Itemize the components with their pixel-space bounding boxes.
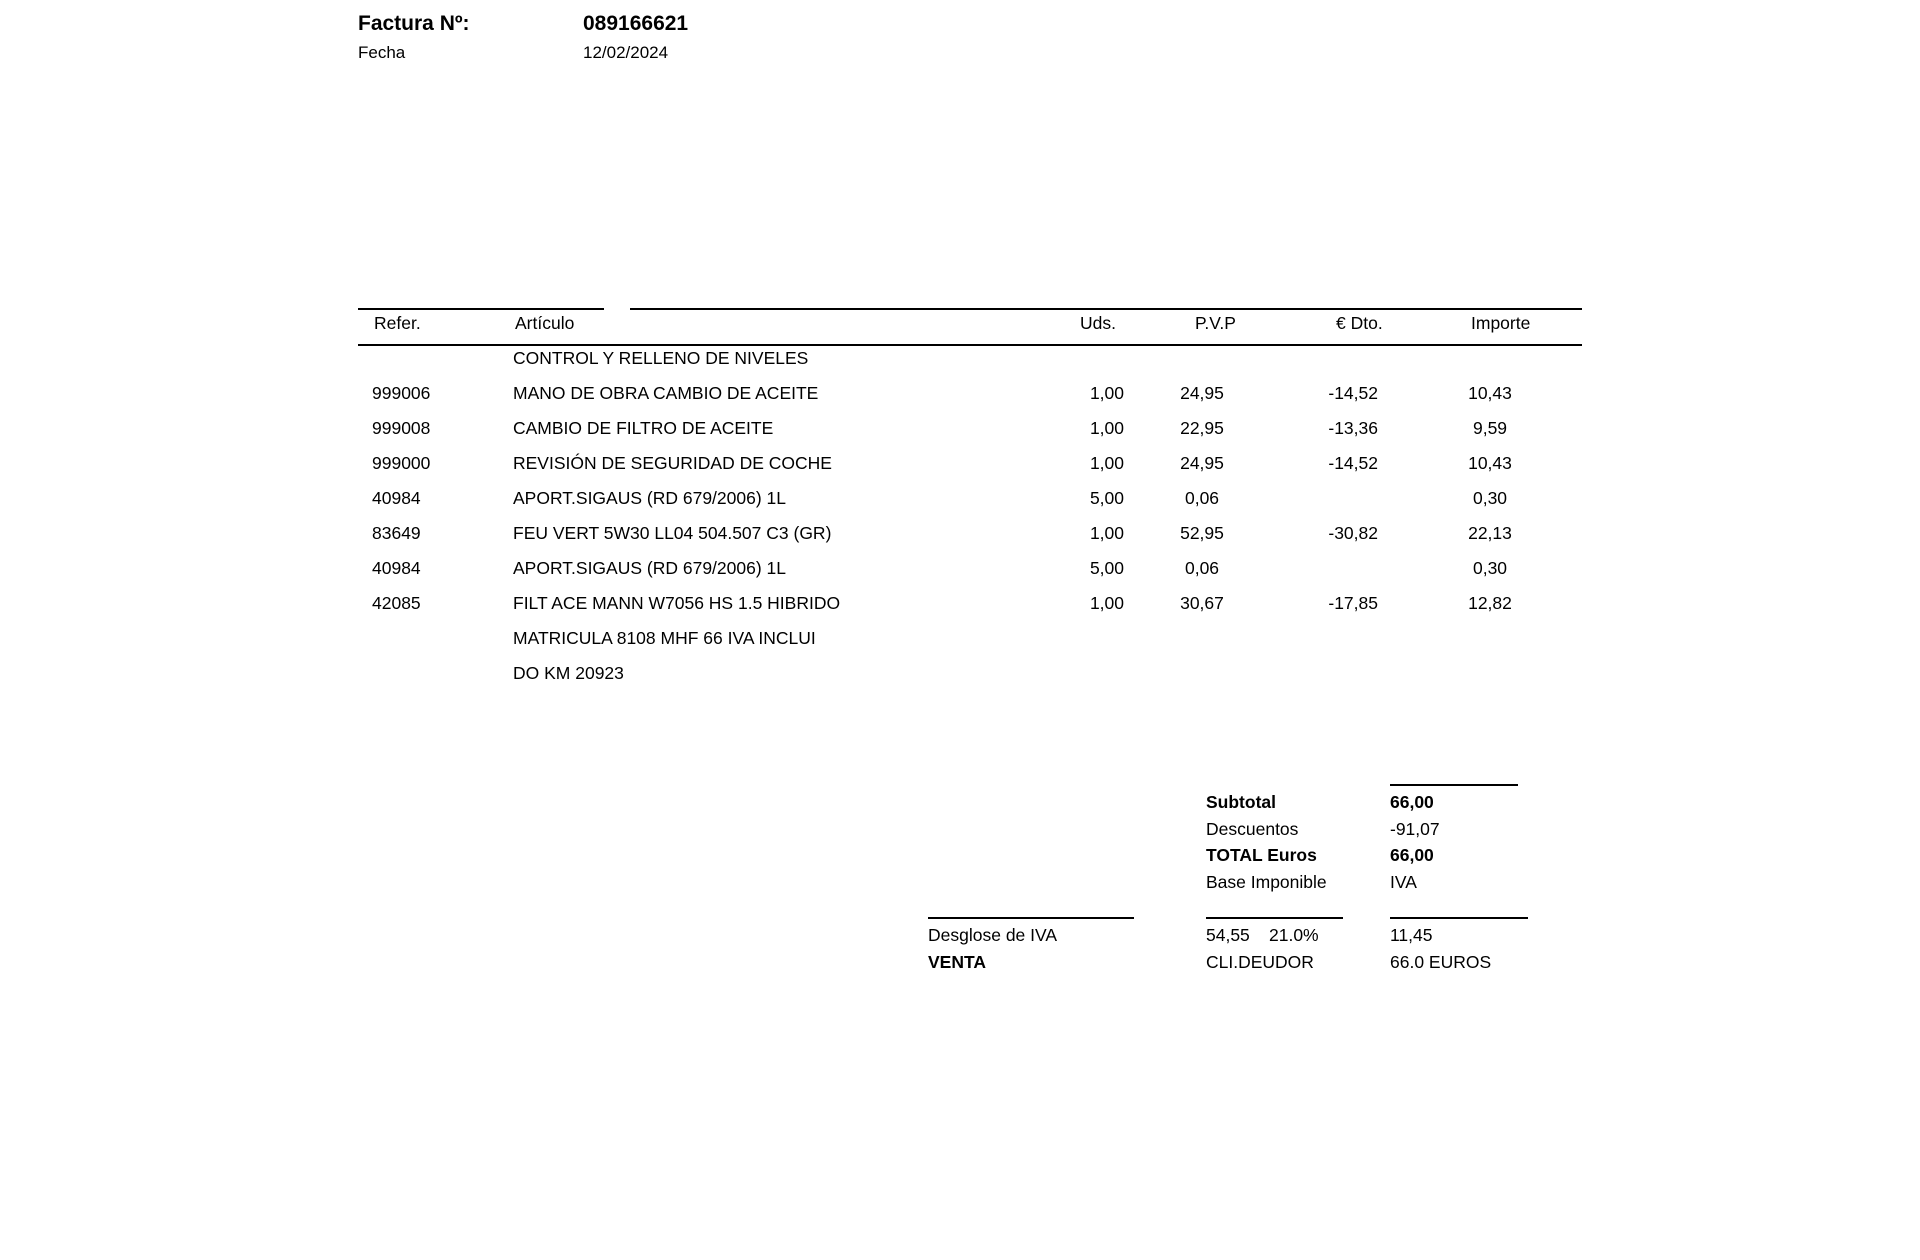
base-label: Base Imponible (1206, 872, 1327, 892)
row-ref: 42085 (372, 593, 421, 613)
col-amount-header: Importe (1471, 313, 1531, 333)
table-row (0, 593, 1920, 628)
row-article: APORT.SIGAUS (RD 679/2006) 1L (513, 558, 786, 578)
row-units: 5,00 (1089, 558, 1124, 578)
iva-label: IVA (1390, 872, 1417, 892)
subtotal-rule (1390, 784, 1518, 786)
table-header-bottom-rule (358, 344, 1582, 346)
row-article: FILT ACE MANN W7056 HS 1.5 HIBRIDO (513, 593, 841, 613)
row-article: MANO DE OBRA CAMBIO DE ACEITE (513, 383, 819, 403)
col-discount-header: € Dto. (1336, 313, 1383, 333)
row-pvp: 24,95 (1180, 383, 1224, 403)
row-units: 1,00 (1089, 418, 1124, 438)
row-amount: 10,43 (1468, 453, 1512, 473)
vat-rule-right (1390, 917, 1528, 919)
subtotal-label: Subtotal (1206, 792, 1276, 812)
row-discount: -30,82 (1328, 523, 1378, 543)
row-discount: -14,52 (1328, 453, 1378, 473)
row-discount: -14,52 (1328, 383, 1378, 403)
row-ref: 999006 (372, 383, 431, 403)
row-pvp: 24,95 (1180, 453, 1224, 473)
row-article: APORT.SIGAUS (RD 679/2006) 1L (513, 488, 786, 508)
invoice-number: 089166621 (583, 12, 689, 35)
row-discount: -17,85 (1328, 593, 1378, 613)
col-article-header: Artículo (515, 313, 575, 333)
row-ref: 999000 (372, 453, 431, 473)
subtotal-value: 66,00 (1390, 792, 1434, 812)
row-units: 1,00 (1089, 453, 1124, 473)
table-row (0, 418, 1920, 453)
table-row (0, 628, 1920, 663)
table-row (0, 663, 1920, 698)
row-units: 5,00 (1089, 488, 1124, 508)
discounts-label: Descuentos (1206, 819, 1299, 839)
row-amount: 0,30 (1472, 558, 1508, 578)
vat-breakdown-label: Desglose de IVA (928, 925, 1058, 945)
total-label: TOTAL Euros (1206, 845, 1317, 865)
table-row (0, 523, 1920, 558)
row-pvp: 30,67 (1180, 593, 1224, 613)
vat-rate: 21.0% (1269, 925, 1319, 945)
date-value: 12/02/2024 (583, 43, 669, 62)
table-row (0, 558, 1920, 593)
col-pvp-header: P.V.P (1195, 313, 1236, 333)
client-value: 66.0 EUROS (1390, 952, 1492, 972)
client-label: CLI.DEUDOR (1206, 952, 1314, 972)
row-units: 1,00 (1089, 383, 1124, 403)
row-amount: 22,13 (1468, 523, 1512, 543)
table-row (0, 453, 1920, 488)
table-row (0, 383, 1920, 418)
col-units-header: Uds. (1080, 313, 1116, 333)
table-row (0, 488, 1920, 523)
row-article: REVISIÓN DE SEGURIDAD DE COCHE (513, 453, 832, 473)
sale-label: VENTA (928, 952, 987, 972)
row-amount: 12,82 (1468, 593, 1512, 613)
row-ref: 40984 (372, 558, 421, 578)
table-row (0, 348, 1920, 383)
row-ref: 83649 (372, 523, 421, 543)
row-amount: 10,43 (1468, 383, 1512, 403)
total-value: 66,00 (1390, 845, 1434, 865)
table-top-rule-left (358, 308, 604, 310)
col-ref-header: Refer. (374, 313, 421, 333)
row-amount: 0,30 (1472, 488, 1508, 508)
row-ref: 999008 (372, 418, 431, 438)
row-units: 1,00 (1089, 593, 1124, 613)
date-label: Fecha (358, 43, 406, 62)
row-article: CONTROL Y RELLENO DE NIVELES (513, 348, 809, 368)
table-top-rule-right (630, 308, 1582, 310)
vat-rule-left (928, 917, 1134, 919)
row-units: 1,00 (1089, 523, 1124, 543)
row-discount: -13,36 (1328, 418, 1378, 438)
row-article: DO KM 20923 (513, 663, 624, 683)
row-article: MATRICULA 8108 MHF 66 IVA INCLUI (513, 628, 816, 648)
vat-rule-middle (1206, 917, 1343, 919)
row-pvp: 0,06 (1184, 488, 1220, 508)
row-pvp: 0,06 (1184, 558, 1220, 578)
vat-iva-value: 11,45 (1390, 925, 1433, 945)
vat-base-value: 54,55 (1206, 925, 1250, 945)
discounts-value: -91,07 (1390, 819, 1440, 839)
row-ref: 40984 (372, 488, 421, 508)
row-pvp: 52,95 (1180, 523, 1224, 543)
row-article: CAMBIO DE FILTRO DE ACEITE (513, 418, 774, 438)
row-amount: 9,59 (1472, 418, 1508, 438)
row-pvp: 22,95 (1180, 418, 1224, 438)
row-article: FEU VERT 5W30 LL04 504.507 C3 (GR) (513, 523, 832, 543)
invoice-label: Factura Nº: (358, 12, 470, 35)
